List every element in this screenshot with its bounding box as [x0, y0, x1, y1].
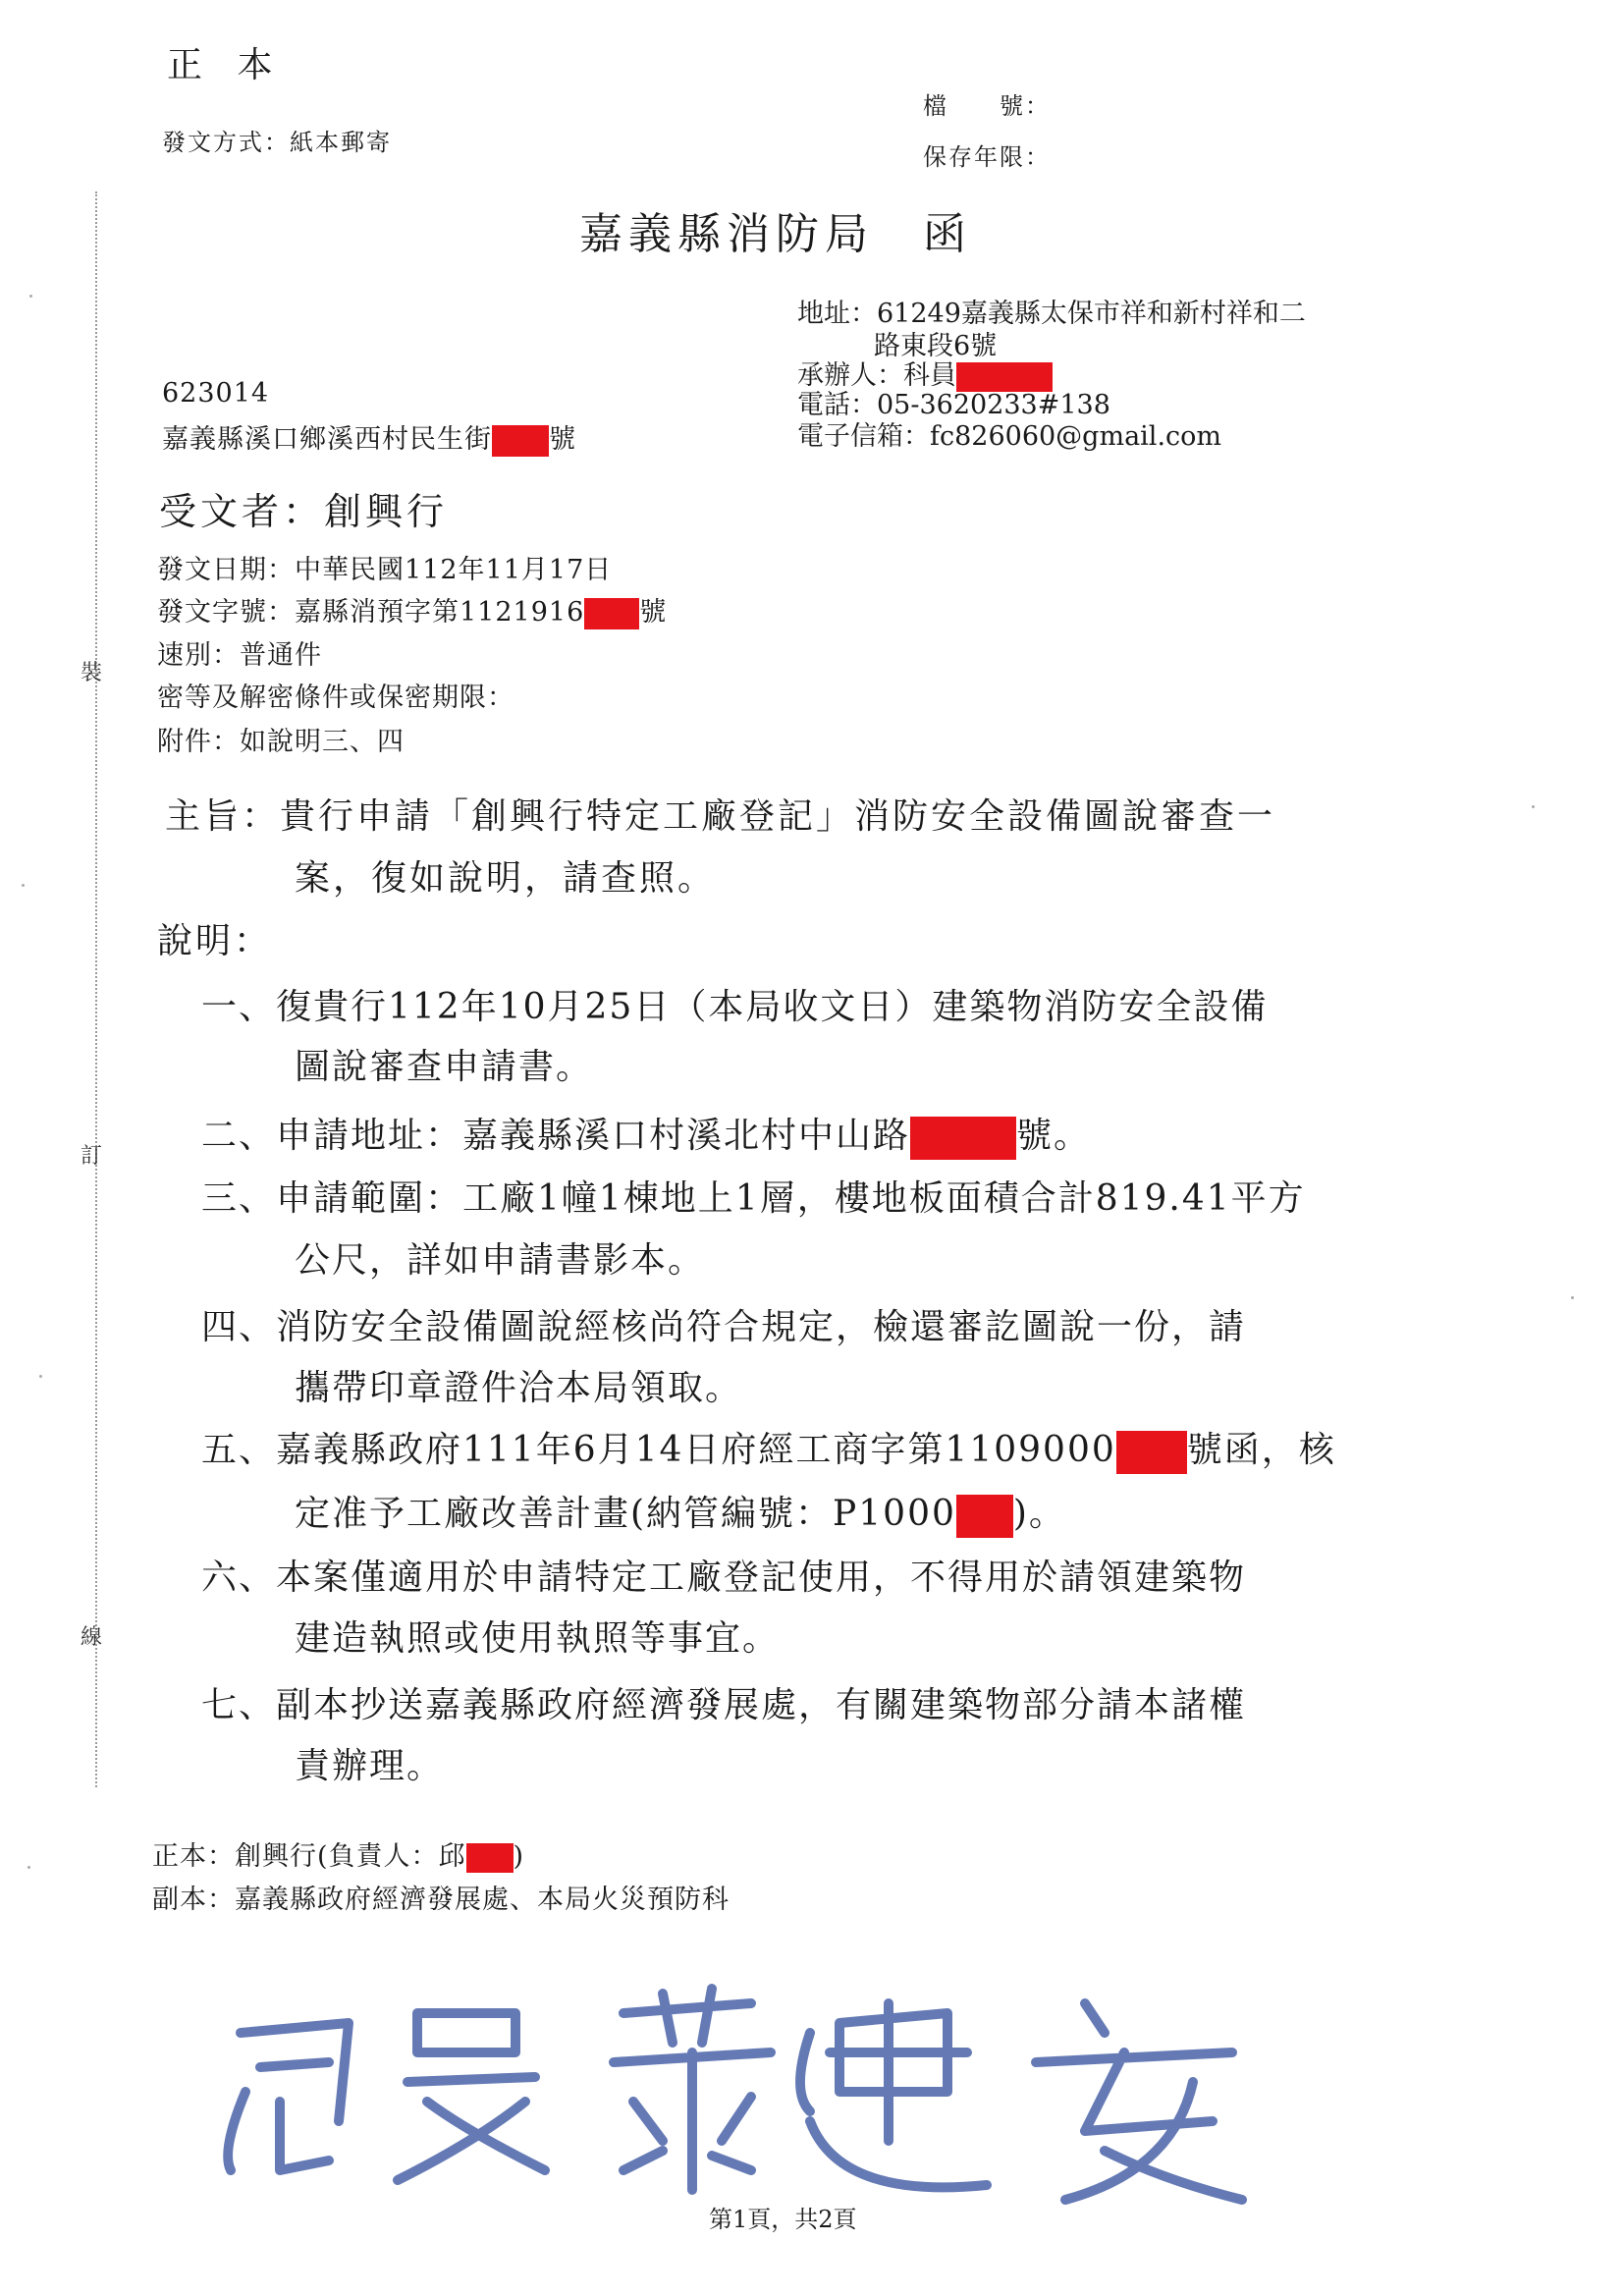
binding-mark-zhuang: 裝	[81, 661, 103, 685]
item-2-suffix: 號。	[1016, 1116, 1092, 1156]
item-5-line1	[201, 1422, 1336, 1474]
subject-line2: 案，復如說明，請查照。	[295, 858, 717, 899]
item-6-line2: 建造執照或使用執照等事宜。	[295, 1618, 781, 1659]
redaction-block	[466, 1843, 514, 1873]
original-recipient-suffix: )	[513, 1841, 525, 1872]
redaction-block	[910, 1117, 1016, 1160]
redaction-block	[956, 1495, 1013, 1538]
item-2	[201, 1108, 1091, 1160]
subject-line1: 主旨：貴行申請「創興行特定工廠登記」消防安全設備圖說審查一	[165, 796, 1276, 837]
binding-mark-xian: 線	[81, 1625, 103, 1650]
copy-recipients: 副本：嘉義縣政府經濟發展處、本局火災預防科	[152, 1885, 730, 1915]
redaction-block	[1116, 1431, 1187, 1474]
item-4-line1: 四、消防安全設備圖說經核尚符合規定，檢還審訖圖說一份，請	[201, 1307, 1247, 1347]
page-footer: 第1頁，共2頁	[709, 2206, 857, 2233]
item-7-line1: 七、副本抄送嘉義縣政府經濟發展處，有關建築物部分請本諸權	[201, 1685, 1247, 1725]
reference-prefix: 發文字號：嘉縣消預字第1121916	[157, 597, 585, 628]
item-5-text: 五、嘉義縣政府111年6月14日府經工商字第1109000	[201, 1430, 1116, 1470]
item-2-text: 二、申請地址：嘉義縣溪口村溪北村中山路	[201, 1116, 911, 1156]
file-number-label: 檔 號：	[923, 92, 1051, 120]
redaction-block	[584, 598, 639, 629]
scan-speck	[29, 295, 32, 298]
original-recipient-text: 正本：創興行(負責人：邱	[152, 1841, 466, 1872]
recipient-address-prefix: 嘉義縣溪口鄉溪西村民生街	[162, 424, 492, 455]
issue-date: 發文日期：中華民國112年11月17日	[157, 555, 613, 585]
binding-mark-ding: 訂	[81, 1144, 103, 1169]
document-title: 嘉義縣消防局 函	[579, 209, 972, 259]
sender-phone: 電話：05-3620233#138	[797, 390, 1110, 420]
scan-speck	[27, 1866, 30, 1869]
item-5-line2	[295, 1486, 1066, 1538]
reference-suffix: 號	[639, 597, 668, 628]
scan-speck	[1571, 1296, 1574, 1299]
item-4-line2: 攜帶印章證件洽本局領取。	[295, 1368, 743, 1408]
director-signature-stamp	[201, 1974, 1271, 2219]
recipient-address-suffix: 號	[549, 424, 576, 455]
recipient-postal-code: 623014	[162, 378, 270, 409]
item-1-line1: 一、復貴行112年10月25日（本局收文日）建築物消防安全設備	[201, 987, 1269, 1027]
send-method: 發文方式：紙本郵寄	[162, 129, 392, 156]
officer-label: 承辦人：科員	[797, 360, 956, 391]
explanation-label: 說明：	[157, 921, 273, 961]
priority: 速別：普通件	[157, 640, 322, 671]
addressee: 受文者：創興行	[159, 490, 449, 533]
sender-address-line2: 路東段6號	[874, 331, 998, 361]
scan-speck	[39, 1375, 42, 1378]
item-5-line2-suffix: )。	[1012, 1494, 1066, 1534]
item-5-line2-text: 定准予工廠改善計畫(納管編號：P1000	[295, 1494, 956, 1534]
redaction-block	[956, 362, 1053, 392]
recipient-address	[162, 417, 576, 457]
binding-line	[95, 191, 97, 1787]
scan-speck	[22, 884, 25, 887]
sender-email: 電子信箱：fc826060@gmail.com	[797, 421, 1221, 452]
redaction-block	[492, 425, 549, 457]
secrecy-level: 密等及解密條件或保密期限：	[157, 683, 514, 713]
item-7-line2: 責辦理。	[295, 1746, 445, 1786]
scan-speck	[1532, 805, 1535, 808]
retention-period-label: 保存年限：	[923, 143, 1051, 171]
item-1-line2: 圖說審查申請書。	[295, 1047, 594, 1087]
item-3-line1: 三、申請範圍：工廠1幢1棟地上1層，樓地板面積合計819.41平方	[201, 1178, 1306, 1219]
item-6-line1: 六、本案僅適用於申請特定工廠登記使用，不得用於請領建築物	[201, 1558, 1247, 1598]
sender-officer	[797, 361, 1053, 392]
reference-number	[157, 590, 667, 629]
attachment: 附件：如說明三、四	[157, 727, 405, 757]
item-5-suffix: 號函，核	[1186, 1430, 1336, 1470]
copy-type-label: 正 本	[167, 45, 285, 85]
original-recipient	[152, 1834, 524, 1873]
item-3-line2: 公尺，詳如申請書影本。	[295, 1240, 706, 1281]
sender-address-line1: 地址：61249嘉義縣太保市祥和新村祥和二	[797, 299, 1306, 329]
